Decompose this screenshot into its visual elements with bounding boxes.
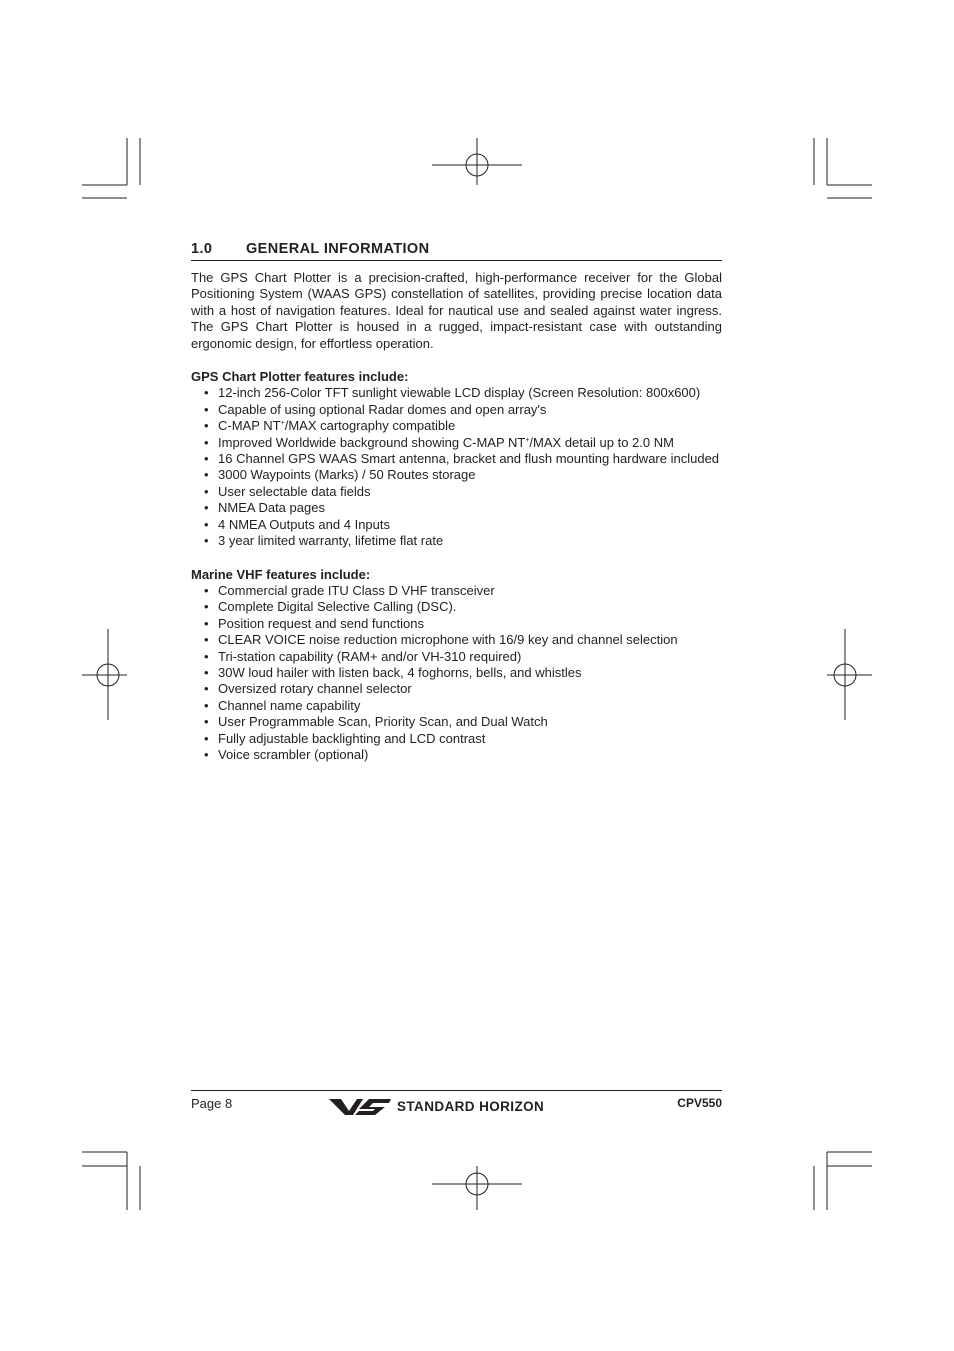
list-item: • 16 Channel GPS WAAS Smart antenna, bracket and flush mounting hardware included [204, 451, 720, 467]
page-content [191, 240, 722, 763]
gps-features-heading: GPS Chart Plotter features include: [191, 369, 409, 385]
list-item: • Capable of using optional Radar domes and open array's [204, 401, 547, 417]
bullet-icon: • [204, 516, 209, 532]
bullet-icon: • [204, 664, 209, 680]
list-item: • User selectable data fields [204, 483, 371, 499]
list-item: • Complete Digital Selective Calling (DSC). [204, 599, 457, 615]
brand-logo-icon [329, 1098, 393, 1116]
model-number: CPV550 [677, 1096, 722, 1110]
bullet-icon: • [204, 632, 209, 648]
list-item: • 12-inch 256-Color TFT sunlight viewable LCD display (Screen Resolution: 800x600) [204, 385, 701, 401]
bullet-icon: • [204, 418, 209, 434]
bullet-icon: • [204, 714, 209, 730]
bullet-icon: • [204, 746, 209, 762]
bullet-icon: • [204, 385, 209, 401]
bullet-icon: • [204, 730, 209, 746]
bullet-icon: • [204, 615, 209, 631]
bullet-icon: • [204, 451, 209, 467]
list-item [191, 435, 722, 451]
bullet-icon: • [204, 533, 209, 549]
list-item: • Voice scrambler (optional) [204, 746, 369, 762]
bullet-icon: • [204, 648, 209, 664]
vhf-features-list [191, 583, 722, 763]
intro-paragraph: The GPS Chart Plotter is a precision-crafted, high-performance receiver for the Global Positioning System (WAAS GPS) constellation of satellites, providing precise location data with a host of navigation features. Ideal for nautical use and sealed against water ingress. The GPS Chart Plotter is housed in a rugged, impact-resistant case with outstanding ergonomic design, for effortless operation. [191, 270, 722, 351]
bullet-icon: • [204, 467, 209, 483]
gps-features-list [191, 385, 722, 549]
superscript-text: C-MAP NT+/MAX cartography compatible [218, 418, 456, 434]
page-number: Page 8 [191, 1096, 233, 1111]
list-item: • User Programmable Scan, Priority Scan, and Dual Watch [204, 714, 548, 730]
section-heading [191, 240, 722, 261]
list-item: • 30W loud hailer with listen back, 4 foghorns, bells, and whistles [204, 664, 582, 680]
bullet-icon: • [204, 599, 209, 615]
superscript-text: Improved Worldwide background showing C-MAP NT+/MAX detail up to 2.0 NM [218, 434, 674, 450]
list-item: • Channel name capability [204, 697, 361, 713]
section-title: GENERAL INFORMATION [246, 241, 430, 257]
list-item: • CLEAR VOICE noise reduction microphone with 16/9 key and channel selection [204, 632, 678, 648]
list-item: • Commercial grade ITU Class D VHF transceiver [204, 582, 495, 598]
vhf-features-section [191, 567, 722, 764]
bullet-icon: • [204, 500, 209, 516]
gps-features-section [191, 369, 722, 549]
list-item: • Oversized rotary channel selector [204, 681, 412, 697]
list-item: • Tri-station capability (RAM+ and/or VH-310 required) [204, 648, 522, 664]
list-item: • 3000 Waypoints (Marks) / 50 Routes storage [204, 467, 476, 483]
vhf-features-heading: Marine VHF features include: [191, 566, 371, 582]
brand-name: STANDARD HORIZON [397, 1099, 545, 1114]
bullet-icon: • [204, 697, 209, 713]
bullet-icon: • [204, 681, 209, 697]
list-item: • Fully adjustable backlighting and LCD contrast [204, 730, 486, 746]
bullet-icon: • [204, 582, 209, 598]
page-footer [191, 1090, 722, 1121]
list-item: • NMEA Data pages [204, 500, 325, 516]
list-item [191, 418, 722, 434]
list-item: • Position request and send functions [204, 615, 424, 631]
bullet-icon: • [204, 401, 209, 417]
list-item: • 4 NMEA Outputs and 4 Inputs [204, 516, 390, 532]
bullet-icon: • [204, 483, 209, 499]
section-number: 1.0 [191, 241, 213, 257]
list-item: • 3 year limited warranty, lifetime flat rate [204, 533, 444, 549]
bullet-icon: • [204, 434, 209, 450]
